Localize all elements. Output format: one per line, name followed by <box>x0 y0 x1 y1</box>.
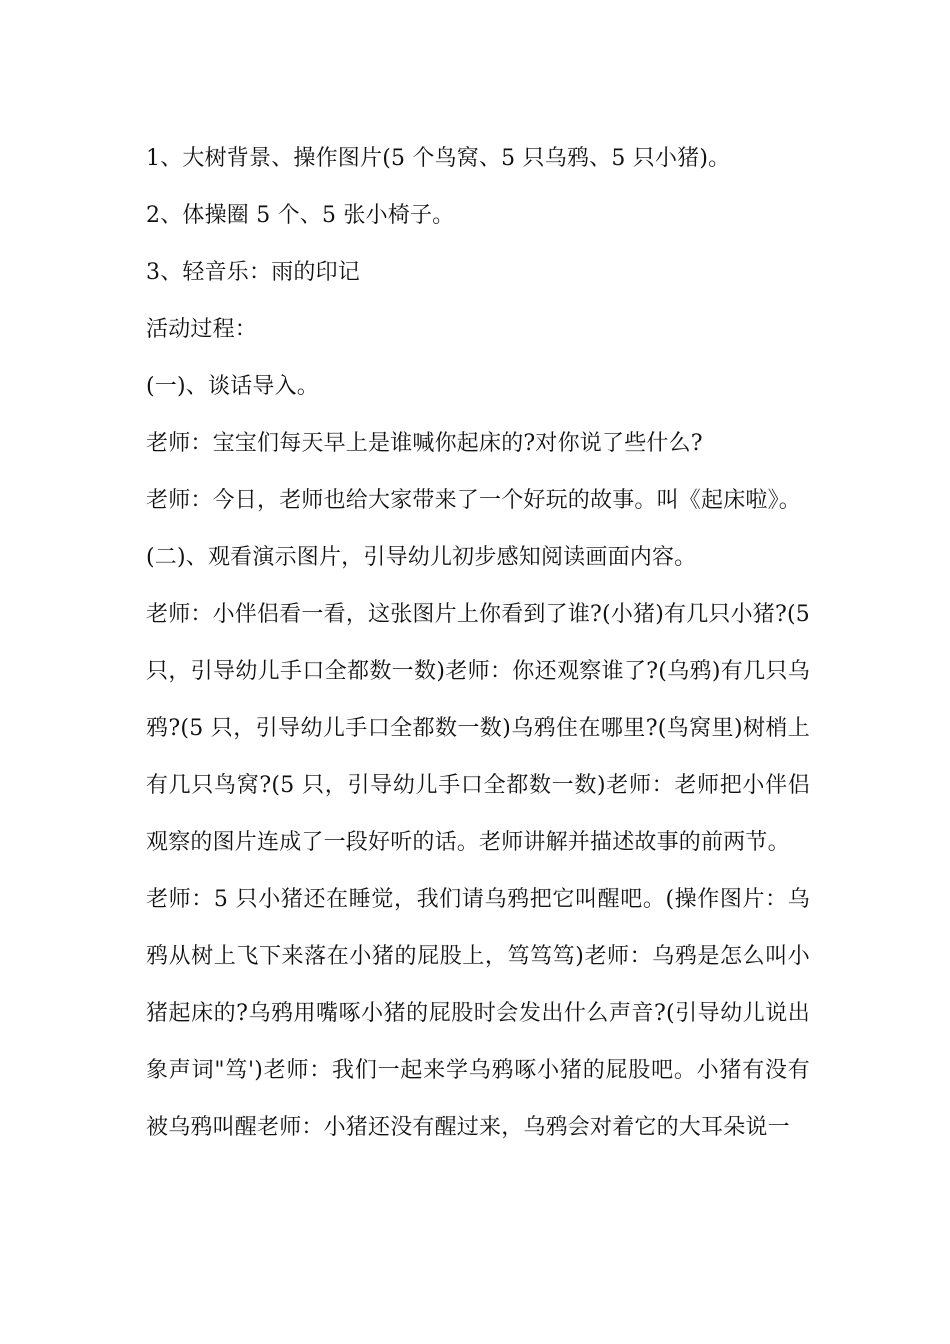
material-item-3: 3、轻音乐：雨的印记 <box>146 260 360 285</box>
paragraph-crow-wakes-pigs: 老师：5 只小猪还在睡觉，我们请乌鸦把它叫醒吧。(操作图片：乌鸦从树上飞下来落在小猪的屁股上，笃笃笃)老师：乌鸦是怎么叫小猪起床的?乌鸦用嘴啄小猪的屁股时会发出什么声音?(引导幼儿说出象声词"笃')老师：我们一起来学乌鸦啄小猪的屁股吧。小猪有没有被乌鸦叫醒老师：小猪还没有醒过来，乌鸦会对着它的大耳朵说一 <box>146 887 810 1140</box>
step-heading-2: (二)、观看演示图片，引导幼儿初步感知阅读画面内容。 <box>146 545 697 570</box>
paragraph-picture-observation: 老师：小伴侣看一看，这张图片上你看到了谁?(小猪)有几只小猪?(5 只，引导幼儿手口全都数一数)老师：你还观察谁了?(乌鸦)有几只乌鸦?(5 只，引导幼儿手口全都数一数)乌鸦住在哪里?(鸟窝里)树梢上有几只鸟窝?(5 只，引导幼儿手口全都数一数)老师：老师把小伴侣观察的图片连成了一段好听的话。老师讲解并描述故事的前两节。 <box>146 602 818 855</box>
step-heading-1: (一)、谈话导入。 <box>146 374 319 399</box>
paragraph-teacher-story-intro: 老师：今日，老师也给大家带来了一个好玩的故事。叫《起床啦》。 <box>146 488 802 513</box>
material-item-2: 2、体操圈 5 个、5 张小椅子。 <box>146 203 455 228</box>
material-item-1: 1、大树背景、操作图片(5 个鸟窝、5 只乌鸦、5 只小猪)。 <box>146 146 731 171</box>
paragraph-teacher-question: 老师：宝宝们每天早上是谁喊你起床的?对你说了些什么? <box>146 431 703 456</box>
document-body <box>146 130 818 1156</box>
section-heading-process: 活动过程： <box>146 317 258 342</box>
